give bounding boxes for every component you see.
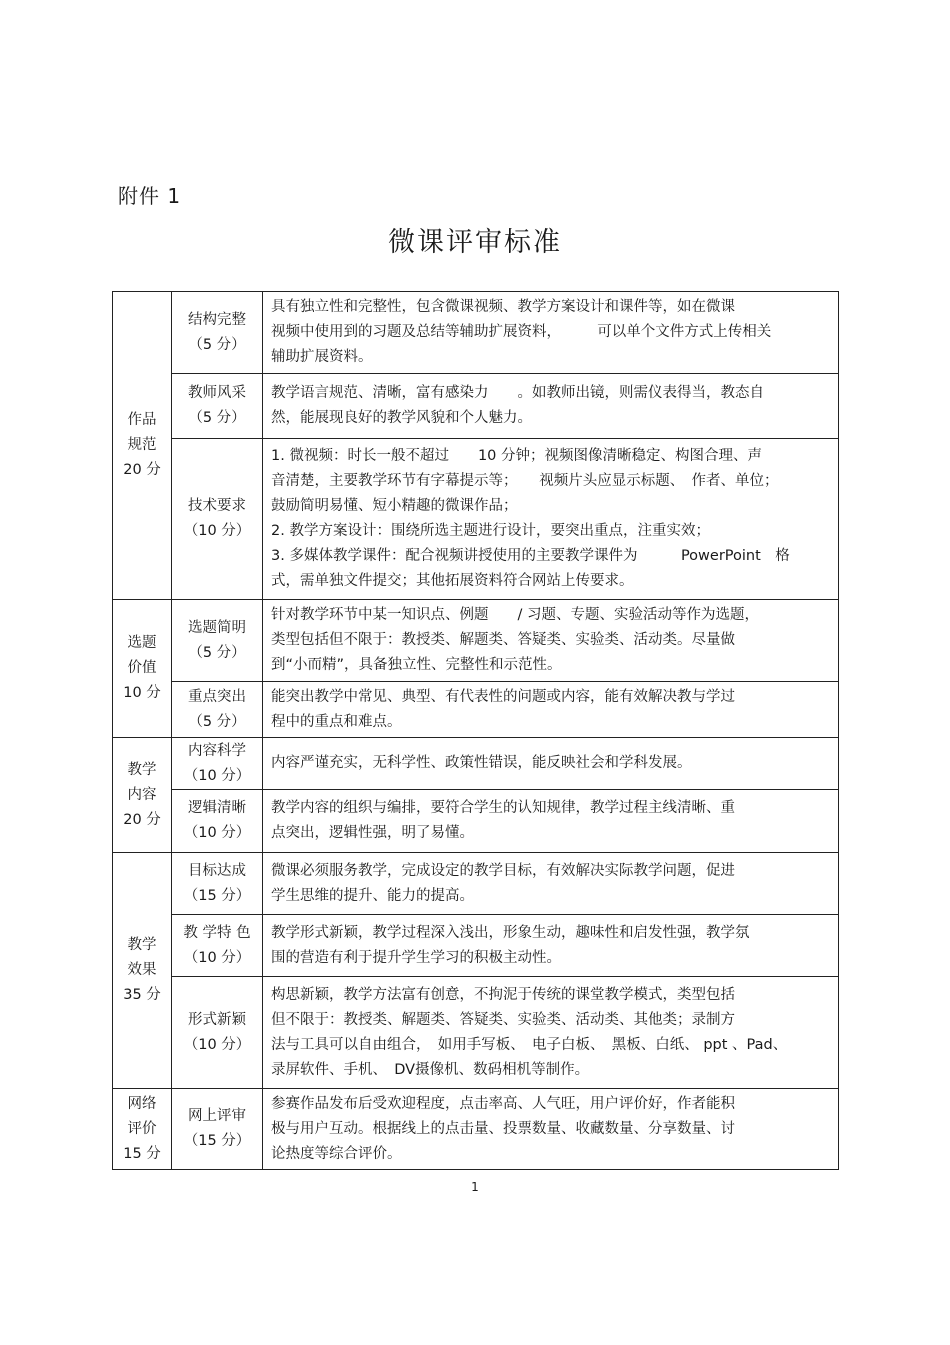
description-line: 类型包括但不限于：教授类、解题类、答疑类、实验类、活动类。尽量做 [271, 632, 735, 648]
description-line: 录屏软件、手机、 DV摄像机、数码相机等制作。 [271, 1061, 590, 1078]
criterion-name: 形式新颖 [188, 1011, 246, 1028]
criterion-description [263, 977, 839, 1089]
table-row [113, 600, 839, 682]
criterion-cell [172, 292, 263, 374]
category-line: 规范 [127, 437, 157, 453]
evaluation-table [112, 291, 839, 1170]
annex-label: 附件 1 [118, 184, 182, 208]
criterion-score: （10 分） [183, 767, 251, 784]
description-line: 2. 教学方案设计：围绕所选主题进行设计，要突出重点，注重实效； [271, 523, 710, 539]
category-cell [113, 292, 172, 600]
description-line: 鼓励简明易懂、短小精趣的微课作品； [271, 498, 518, 514]
description-line: 构思新颖，教学方法富有创意，不拘泥于传统的课堂教学模式，类型包括 [271, 986, 735, 1003]
category-line: 评价 [127, 1120, 157, 1137]
category-score: 15 分 [123, 1145, 161, 1162]
criterion-description [263, 738, 839, 790]
criterion-description [263, 915, 839, 977]
description-line: 教学语言规范、清晰，富有感染力 。如教师出镜，则需仪表得当，教态自 [271, 385, 764, 401]
criterion-name: 目标达成 [188, 862, 246, 879]
page-title: 微课评审标准 [388, 227, 562, 258]
description-line: 视频中使用到的习题及总结等辅助扩展资料， 可以单个文件方式上传相关 [271, 324, 772, 340]
criterion-description [263, 600, 839, 682]
criterion-description [263, 374, 839, 439]
description-line: 音清楚，主要教学环节有字幕提示等； 视频片头应显示标题、 作者、单位； [271, 473, 779, 489]
page-number: 1 [471, 1180, 479, 1194]
table-row [113, 1089, 839, 1170]
criterion-score: （10 分） [183, 1036, 251, 1053]
category-score: 20 分 [123, 811, 161, 828]
category-cell [113, 738, 172, 853]
criterion-cell [172, 374, 263, 439]
category-cell [113, 1089, 172, 1170]
criterion-name: 选题简明 [188, 619, 246, 636]
category-line: 教学 [127, 761, 157, 778]
criterion-name: 教 学特 色 [183, 924, 251, 941]
criterion-cell [172, 439, 263, 600]
description-line: 教学内容的组织与编排，要符合学生的认知规律，教学过程主线清晰、重 [271, 800, 735, 816]
criterion-score: （10 分） [183, 825, 251, 841]
criterion-cell [172, 977, 263, 1089]
description-line: 式，需单独文件提交；其他拓展资料符合网站上传要求。 [271, 573, 634, 589]
category-cell [113, 600, 172, 738]
criterion-description [263, 439, 839, 600]
criterion-description [263, 682, 839, 738]
criterion-cell [172, 682, 263, 738]
category-line: 内容 [127, 786, 157, 803]
table-row [113, 977, 839, 1089]
description-line: 参赛作品发布后受欢迎程度，点击率高、人气旺，用户评价好，作者能积 [271, 1095, 735, 1112]
criterion-cell [172, 1089, 263, 1170]
criterion-name: 网上评审 [188, 1108, 246, 1124]
description-line: 能突出教学中常见、典型、有代表性的问题或内容，能有效解决教与学过 [271, 688, 735, 705]
description-line: 极与用户互动。根据线上的点击量、投票数量、收藏数量、分享数量、讨 [271, 1120, 735, 1137]
criterion-cell [172, 853, 263, 915]
description-line: 教学形式新颖，教学过程深入浅出，形象生动，趣味性和启发性强，教学氛 [271, 924, 750, 941]
description-line: 针对教学环节中某一知识点、例题 / 习题、专题、实验活动等作为选题， [271, 607, 759, 623]
table-row [113, 853, 839, 915]
table-row [113, 738, 839, 790]
description-line: 学生思维的提升、能力的提高。 [271, 887, 474, 904]
criterion-description [263, 1089, 839, 1170]
criterion-cell [172, 790, 263, 853]
category-line: 网络 [127, 1095, 157, 1112]
category-line: 教学 [127, 937, 157, 953]
criterion-score: （15 分） [183, 1133, 251, 1149]
description-line: 辅助扩展资料。 [271, 349, 373, 365]
category-cell [113, 853, 172, 1089]
criterion-name: 逻辑清晰 [188, 800, 246, 816]
criterion-name: 内容科学 [188, 742, 246, 759]
description-line: 程中的重点和难点。 [271, 713, 402, 730]
criterion-cell [172, 915, 263, 977]
criterion-description [263, 853, 839, 915]
criterion-name: 技术要求 [188, 498, 246, 514]
criterion-score: （5 分） [188, 644, 246, 661]
criterion-score: （10 分） [183, 949, 251, 966]
description-line: 3. 多媒体教学课件：配合视频讲授使用的主要教学课件为 PowerPoint 格 [271, 548, 790, 564]
criterion-score: （5 分） [188, 713, 246, 730]
category-score: 35 分 [123, 987, 161, 1003]
description-line: 论热度等综合评价。 [271, 1145, 402, 1162]
criterion-score: （5 分） [188, 410, 246, 426]
criterion-name: 重点突出 [188, 688, 246, 705]
criterion-description [263, 790, 839, 853]
category-line: 作品 [127, 412, 157, 428]
description-line: 具有独立性和完整性，包含微课视频、教学方案设计和课件等，如在微课 [271, 299, 735, 315]
table-row [113, 790, 839, 853]
table-row [113, 915, 839, 977]
criterion-description [263, 292, 839, 374]
description-line: 微课必须服务教学，完成设定的教学目标，有效解决实际教学问题，促进 [271, 862, 735, 879]
table-row [113, 374, 839, 439]
criterion-cell [172, 738, 263, 790]
description-line: 1. 微视频：时长一般不超过 10 分钟；视频图像清晰稳定、构图合理、声 [271, 448, 763, 464]
criterion-cell [172, 600, 263, 682]
category-line: 选题 [127, 635, 157, 651]
criterion-score: （5 分） [188, 336, 246, 353]
category-line: 效果 [127, 962, 157, 978]
description-line: 内容严谨充实，无科学性、政策性错误，能反映社会和学科发展。 [271, 755, 692, 771]
table-row [113, 439, 839, 600]
criterion-name: 教师风采 [188, 385, 246, 401]
description-line: 但不限于：教授类、解题类、答疑类、实验类、活动类、其他类；录制方 [271, 1011, 735, 1028]
criterion-score: （15 分） [183, 887, 251, 904]
criterion-name: 结构完整 [188, 311, 246, 328]
description-line: 法与工具可以自由组合， 如用手写板、 电子白板、 黑板、白纸、 ppt 、Pad、 [271, 1036, 788, 1053]
table-row [113, 292, 839, 374]
category-score: 10 分 [123, 685, 161, 701]
description-line: 到“小而精”，具备独立性、完整性和示范性。 [271, 657, 562, 673]
table-row [113, 682, 839, 738]
category-line: 价值 [127, 660, 157, 676]
criterion-score: （10 分） [183, 523, 251, 539]
category-score: 20 分 [123, 462, 161, 478]
description-line: 围的营造有利于提升学生学习的积极主动性。 [271, 949, 561, 966]
description-line: 然，能展现良好的教学风貌和个人魅力。 [271, 410, 532, 426]
description-line: 点突出，逻辑性强，明了易懂。 [271, 825, 474, 841]
